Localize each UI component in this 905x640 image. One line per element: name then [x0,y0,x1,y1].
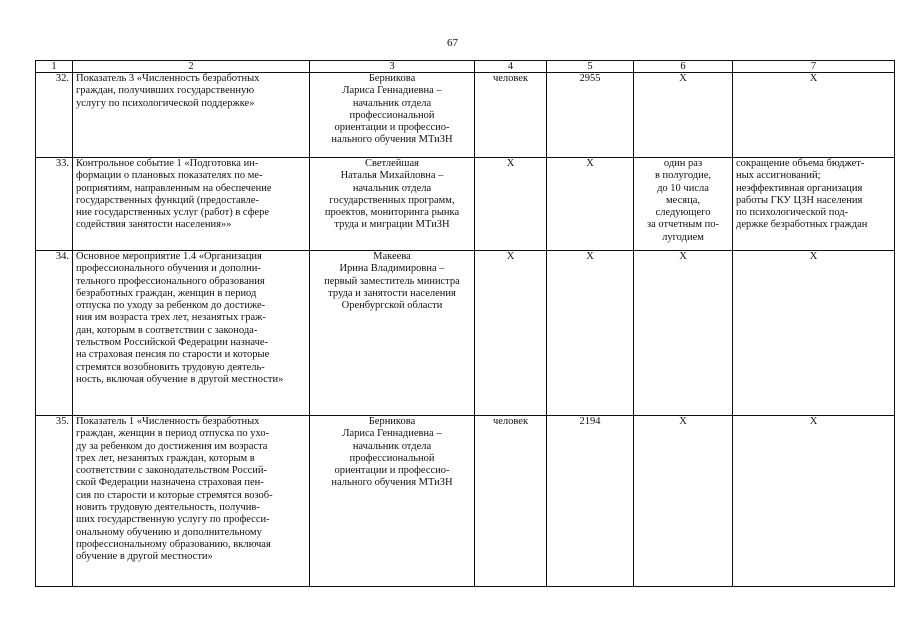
indicator-name-cell [73,251,310,416]
indicator-name-cell-line: содействия занятости населения»» [76,219,232,231]
responsible-person-cell-line: Наталья Михайловна – [340,170,444,182]
table-row [36,251,895,416]
indicator-name-cell-line: Показатель 1 «Численность безработных [76,416,260,427]
table-body [36,73,895,587]
indicator-name-cell-line: профессиональному образованию, включая [76,538,271,550]
risk-cell [733,251,895,416]
responsible-person-cell-line: Макеева [373,251,411,262]
row-number-cell: 34. [36,251,73,416]
indicator-name-cell-line: профессионального обучения и дополни- [76,263,261,275]
table-row [36,73,895,158]
column-header-3: 3 [310,61,475,73]
period-cell-line: X [679,416,687,427]
period-cell [634,416,733,587]
responsible-person-cell-line: профессиональной [349,109,435,121]
responsible-person-cell [310,158,475,251]
indicator-name-cell [73,416,310,587]
unit-cell: X [475,251,547,416]
indicator-name-cell-line: формации о плановых показателях по ме- [76,170,263,182]
column-header-7: 7 [733,61,895,73]
period-cell-line: лугодием [662,231,704,243]
value-cell: X [547,251,634,416]
responsible-person-cell-line: первый заместитель министра [324,275,460,287]
responsible-person-cell-line: Лариса Геннадиевна – [342,428,442,440]
row-number-cell: 35. [36,416,73,587]
indicator-name-cell-line: стремятся возобновить трудовую деятель- [76,361,265,373]
indicator-name-cell-line: безработных граждан, женщин в период [76,287,257,299]
indicator-name-cell-line: ональному обучению и дополнительному [76,526,262,538]
indicator-name-cell-line: ду за ребенком до достижения им возраста [76,440,268,452]
responsible-person-cell-line: Лариса Геннадиевна – [342,85,442,97]
plan-table [35,60,895,587]
period-cell-line: один раз [663,158,703,169]
responsible-person-cell-line: труда и занятости населения [328,287,456,299]
column-header-6: 6 [634,61,733,73]
responsible-person-cell-line: Светлейшая [365,158,419,169]
risk-cell-line: сокращение объема бюджет- [736,158,865,169]
indicator-name-cell-line: государственных функций (предоставле- [76,194,259,206]
period-cell-line: X [679,251,687,262]
period-cell-line: месяца, [666,194,700,206]
indicator-name-cell-line: ших государственную услугу по професси- [76,514,270,526]
risk-cell-line: X [809,416,818,427]
indicator-name-cell-line: трех лет, незанятых граждан, которым в [76,452,255,464]
indicator-name-cell-line: новить трудовую деятельность, получив- [76,502,260,514]
unit-cell: человек [475,416,547,587]
value-cell: X [547,158,634,251]
indicator-name-cell-line: тельством Российской Федерации назначе- [76,337,269,349]
risk-cell [733,416,895,587]
column-header-4: 4 [475,61,547,73]
period-cell-line: за отчетным по- [647,219,719,231]
risk-cell-line: неэффективная организация [736,182,863,194]
responsible-person-cell-line: нального обучения МТиЗН [331,477,453,489]
indicator-name-cell-line: ской Федерации назначена страховая пен- [76,477,264,489]
indicator-name-cell-line: соответствии с законодательством Россий- [76,465,268,477]
indicator-name-cell-line: ния им возраста трех лет, незанятых граж- [76,312,266,324]
responsible-person-cell-line: государственных программ, [329,194,455,206]
responsible-person-cell-line: проектов, мониторинга рынка [324,207,460,219]
responsible-person-cell-line: Оренбургской области [341,300,443,312]
period-cell-line: до 10 числа [657,182,709,194]
indicator-name-cell-line: Основное мероприятие 1.4 «Организация [76,251,262,262]
value-cell: 2194 [547,416,634,587]
indicator-name-cell-line: услугу по психологической поддержке» [76,97,255,109]
period-cell-line: следующего [655,207,711,219]
indicator-name-cell-line: роприятиям, направленным на обеспечение [76,182,272,194]
responsible-person-cell-line: Берникова [368,73,416,84]
responsible-person-cell-line: начальник отдела [352,97,432,109]
indicator-name-cell-line: Показатель 3 «Численность безработных [76,73,260,84]
risk-cell [733,73,895,158]
period-cell-line: в полугодие, [654,170,712,182]
period-cell [634,73,733,158]
indicator-name-cell-line: граждан, получивших государственную [76,85,255,97]
indicator-name-cell-line: обучение в другой местности» [76,551,213,563]
column-header-1: 1 [36,61,73,73]
column-header-2: 2 [73,61,310,73]
indicator-name-cell-line: граждан, женщин в период отпуска по ухо- [76,428,270,440]
value-cell: 2955 [547,73,634,158]
period-cell-line: X [679,73,687,84]
responsible-person-cell-line: труда и миграции МТиЗН [334,219,450,231]
table-row [36,158,895,251]
page-number: 67 [447,37,458,49]
unit-cell: X [475,158,547,251]
risk-cell-line: по психологической под- [736,207,849,219]
indicator-name-cell-line: тельного профессионального образования [76,275,265,287]
indicator-name-cell [73,73,310,158]
indicator-name-cell-line: дан, которым в соответствии с законода- [76,324,258,336]
risk-cell-line: X [809,73,818,84]
responsible-person-cell [310,251,475,416]
responsible-person-cell-line: начальник отдела [352,182,432,194]
risk-cell-line: работы ГКУ ЦЗН населения [736,194,863,206]
responsible-person-cell-line: начальник отдела [352,440,432,452]
unit-cell: человек [475,73,547,158]
table-row [36,416,895,587]
responsible-person-cell-line: ориентации и профессио- [334,122,450,134]
header-row [36,61,895,73]
row-number-cell: 33. [36,158,73,251]
responsible-person-cell [310,416,475,587]
indicator-name-cell-line: Контрольное событие 1 «Подготовка ин- [76,158,259,169]
responsible-person-cell-line: профессиональной [349,452,435,464]
risk-cell-line: держке безработных граждан [736,219,868,231]
risk-cell-line: ных ассигнований; [736,170,821,182]
indicator-name-cell-line: ние государственных услуг (работ) в сфере [76,207,270,219]
responsible-person-cell-line: нального обучения МТиЗН [331,134,453,146]
risk-cell [733,158,895,251]
indicator-name-cell [73,158,310,251]
responsible-person-cell-line: Ирина Владимировна – [339,263,445,275]
indicator-name-cell-line: сия по старости и которые стремятся возоб- [76,489,273,501]
risk-cell-line: X [809,251,818,262]
column-header-5: 5 [547,61,634,73]
indicator-name-cell-line: отпуска по уходу за ребенком до достиже- [76,300,266,312]
indicator-name-cell-line: ность, включая обучение в другой местности» [76,373,284,385]
responsible-person-cell [310,73,475,158]
period-cell [634,158,733,251]
responsible-person-cell-line: ориентации и профессио- [334,465,450,477]
indicator-name-cell-line: на страховая пенсия по старости и которые [76,349,270,361]
table-header [36,61,895,73]
responsible-person-cell-line: Берникова [368,416,416,427]
period-cell [634,251,733,416]
row-number-cell: 32. [36,73,73,158]
